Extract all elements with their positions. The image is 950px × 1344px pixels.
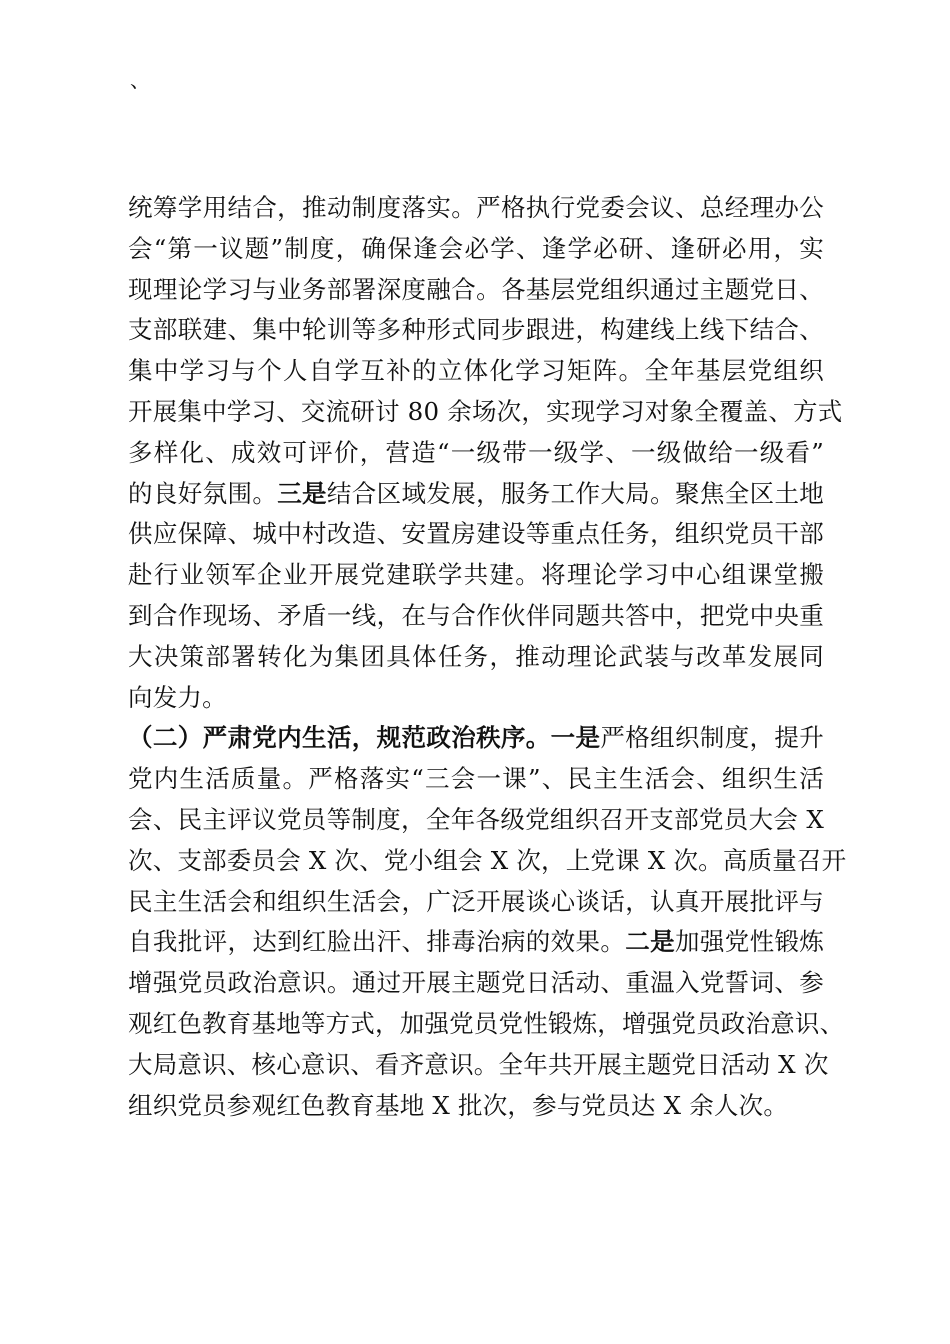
corner-mark: 、 <box>130 68 150 92</box>
bold-text-run: 二是 <box>625 927 675 957</box>
text-line <box>128 963 824 1004</box>
text-line <box>128 310 824 351</box>
text-line <box>128 718 824 759</box>
text-run: 增强党员政治意识。通过开展主题党日活动、重温入党誓词、参 <box>128 968 824 998</box>
text-run: 严格组织制度，提升 <box>600 723 824 753</box>
text-line <box>128 514 824 555</box>
text-run: 自我批评，达到红脸出汗、排毒治病的效果。 <box>128 927 626 957</box>
text-line <box>128 270 824 311</box>
text-run: 加强党性锻炼 <box>675 927 825 957</box>
text-line <box>128 637 824 678</box>
text-run: 结合区域发展，服务工作大局。聚焦全区土地 <box>326 478 825 508</box>
text-run: 的良好氛围。 <box>128 478 278 508</box>
text-line <box>128 433 824 474</box>
text-line <box>128 1045 829 1086</box>
text-line <box>128 882 824 923</box>
bold-text-run: 一是 <box>550 723 601 753</box>
text-line <box>128 392 843 433</box>
text-run: 供应保障、城中村改造、安置房建设等重点任务，组织党员干部 <box>128 519 824 549</box>
text-line <box>128 800 824 841</box>
text-line <box>128 678 824 719</box>
text-run: 支部联建、集中轮训等多种形式同步跟进，构建线上线下结合、 <box>128 315 824 345</box>
text-line <box>128 759 824 800</box>
text-line <box>128 841 847 882</box>
text-line <box>128 351 824 392</box>
text-run: 观红色教育基地等方式，加强党员党性锻炼，增强党员政治意识、 <box>128 1008 845 1038</box>
text-run: 党内生活质量。严格落实“三会一课”、民主生活会、组织生活 <box>128 764 824 794</box>
text-run: 大局意识、核心意识、看齐意识。全年共开展主题党日活动 X 次 <box>128 1049 829 1079</box>
bold-text-run: 三是 <box>277 478 327 508</box>
text-run: 会、民主评议党员等制度，全年各级党组织召开支部党员大会 X <box>128 804 824 834</box>
text-run: 集中学习与个人自学互补的立体化学习矩阵。全年基层党组织 <box>128 356 824 386</box>
text-line <box>128 922 824 963</box>
text-line <box>128 1086 824 1127</box>
paragraph-1 <box>128 188 843 718</box>
text-run: 组织党员参观红色教育基地 X 批次，参与党员达 X 余人次。 <box>128 1090 789 1120</box>
text-run: 多样化、成效可评价，营造“一级带一级学、一级做给一级看” <box>128 437 824 467</box>
text-line <box>128 1004 845 1045</box>
text-run: 现理论学习与业务部署深度融合。各基层党组织通过主题党日、 <box>128 274 824 304</box>
paragraph-2 <box>128 718 847 1126</box>
text-run: 开展集中学习、交流研讨 80 余场次，实现学习对象全覆盖、方式 <box>128 396 843 426</box>
text-run: 民主生活会和组织生活会，广泛开展谈心谈话，认真开展批评与 <box>128 886 824 916</box>
text-line <box>128 474 824 515</box>
text-line <box>128 596 824 637</box>
text-run: 会“第一议题”制度，确保逢会必学、逢学必研、逢研必用，实 <box>128 233 824 263</box>
text-line <box>128 229 824 270</box>
text-run: 向发力。 <box>128 682 227 712</box>
text-run: 大决策部署转化为集团具体任务，推动理论武装与改革发展同 <box>128 641 824 671</box>
text-line <box>128 188 824 229</box>
text-run: 赴行业领军企业开展党建联学共建。将理论学习中心组课堂搬 <box>128 560 824 590</box>
bold-text-run: （二）严肃党内生活，规范政治秩序。 <box>128 723 551 753</box>
document-body <box>128 188 847 1126</box>
text-run: 次、支部委员会 X 次、党小组会 X 次，上党课 X 次。高质量召开 <box>128 845 847 875</box>
text-run: 到合作现场、矛盾一线，在与合作伙伴同题共答中，把党中央重 <box>128 600 824 630</box>
text-line <box>128 555 824 596</box>
text-run: 统筹学用结合，推动制度落实。严格执行党委会议、总经理办公 <box>128 193 824 222</box>
